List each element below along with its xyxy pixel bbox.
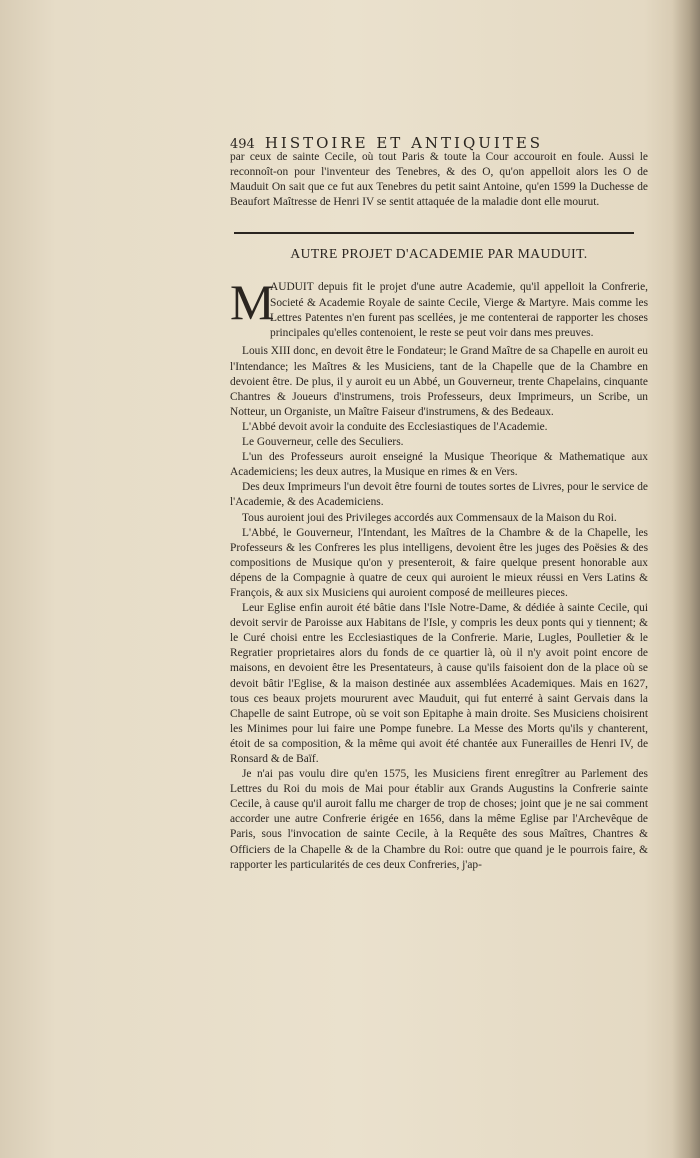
- paragraph: L'un des Professeurs auroit enseigné la Musique Theorique & Mathematique aux Academiciens; les deux autres, la Musique en rimes & en Vers.: [230, 451, 648, 479]
- running-title: HISTOIRE ET ANTIQUITES: [264, 134, 544, 152]
- section-heading: AUTRE PROJET D'ACADEMIE PAR MAUDUIT.: [290, 246, 588, 262]
- paragraph: Louis XIII donc, en devoit être le Fondateur; le Grand Maître de sa Chapelle en auroit eu l'Intendance; les Maîtres & les Musiciens, tant de la Chapelle que de la Chambre en devoient être. De plus, il y auroit eu un Abbé, un Gouverneur, trente Chapelains, cinquante Chantres & Joueurs d'instrumens, trois Professeurs, deux Imprimeurs, un Scribe, un Notteur, un Organiste, un Maître Faiseur d'instrumens, & des Bedeaux.: [230, 345, 648, 418]
- opening-paragraph: [230, 274, 648, 344]
- paragraph: Tous auroient joui des Privileges accordés aux Commensaux de la Maison du Roi.: [242, 511, 617, 524]
- paragraph: Je n'ai pas voulu dire qu'en 1575, les Musiciens firent enregîtrer au Parlement des Lettres du Roi du mois de Mai pour établir aux Grands Augustins la Confrerie sainte Cecile, à cause qu'il auroit fallu me charger de trop de choses; joint que je ne sai comment accorder une autre Confrerie érigée en 1656, dans la même Eglise par l'Archevêque de Paris, sous l'invocation de sainte Cecile, à la Requête des sous Maîtres, Chantres & Officiers de la Chapelle & de la Chambre du Roi: outre que quand je le pourrois faire, & rapporter les particularités de ces deux Confreries, j'ap-: [230, 768, 648, 871]
- paragraph: L'Abbé devoit avoir la conduite des Ecclesiastiques de l'Academie.: [242, 420, 548, 433]
- paragraph: AUDUIT depuis fit le projet d'une autre Academie, qu'il appelloit la Confrerie, Societé & Academie Royale de sainte Cecile, Vierge & Martyre. Mais comme les Lettres Patentes n'en furent pas scellées, je me contenterai de rapporter les choses principales qu'elles contenoient, le reste se peut voir dans mes preuves.: [270, 281, 648, 339]
- paragraph: L'Abbé, le Gouverneur, l'Intendant, les Maîtres de la Chambre & de la Chapelle, les Professeurs & les Confreres les plus intelligens, devoient être les juges des Poësies & des compositions de Musique qu'on y presenteroit, & faire quelque present honorable aux dépens de la Compagnie à quatre de ceux qui auroient le mieux réussi en Vers Latins & François, & aux six Musiciens qui auroient composé de meilleures pieces.: [230, 526, 648, 599]
- paragraph: Des deux Imprimeurs l'un devoit être fourni de toutes sortes de Livres, pour le service de l'Academie, & des Academiciens.: [230, 481, 648, 509]
- section-divider: [234, 232, 634, 234]
- paragraph: Le Gouverneur, celle des Seculiers.: [242, 436, 404, 449]
- paragraph: Leur Eglise enfin auroit été bâtie dans l'Isle Notre-Dame, & dédiée à sainte Cecile, qui devoit servir de Paroisse aux Habitans de l'Isle, y compris les deux ponts qui y tiennent; & le Curé choisi entre les Ecclesiastiques de la Confrerie. Marie, Lugles, Poulletier & le Regratier proprietaires alors du fonds de ce quartier là, où il n'y avoit point encore de maisons, en devoient être les Presentateurs, à cause qu'ils faisoient don de la place où se devoit bâtir l'Eglise, & la maison destinée aux assemblées Academiques. Mais en 1627, tous ces beaux projets moururent avec Mauduit, qui fut enterré à saint Gervais dans la Chapelle de saint Eutrope, où se voit son Epitaphe à main droite. Ses Musiciens choisirent les Minimes pour lui faire une Pompe funebre. La Messe des Morts qu'ils y chanterent, étoit de sa composition, & la même qui avoit été chantée aux Funerailles de Henri IV, de Ronsard & de Baïf.: [230, 602, 648, 765]
- page-gutter-shadow: [672, 0, 700, 1158]
- text-block: [230, 150, 648, 873]
- drop-cap: M: [230, 274, 275, 331]
- page-number: 494: [230, 137, 255, 152]
- continued-paragraph: par ceux de sainte Cecile, où tout Paris & toute la Cour accouroit en foule. Aussi le reconnoît-on pour l'inventeur des Tenebres, & des O, qu'on appelloit alors les O de Mauduit On sait que ce fut aux Tenebres du petit saint Antoine, qu'en 1599 la Duchesse de Beaufort Maîtresse de Henri IV se sentit attaquée de la maladie dont elle mourut.: [230, 151, 648, 209]
